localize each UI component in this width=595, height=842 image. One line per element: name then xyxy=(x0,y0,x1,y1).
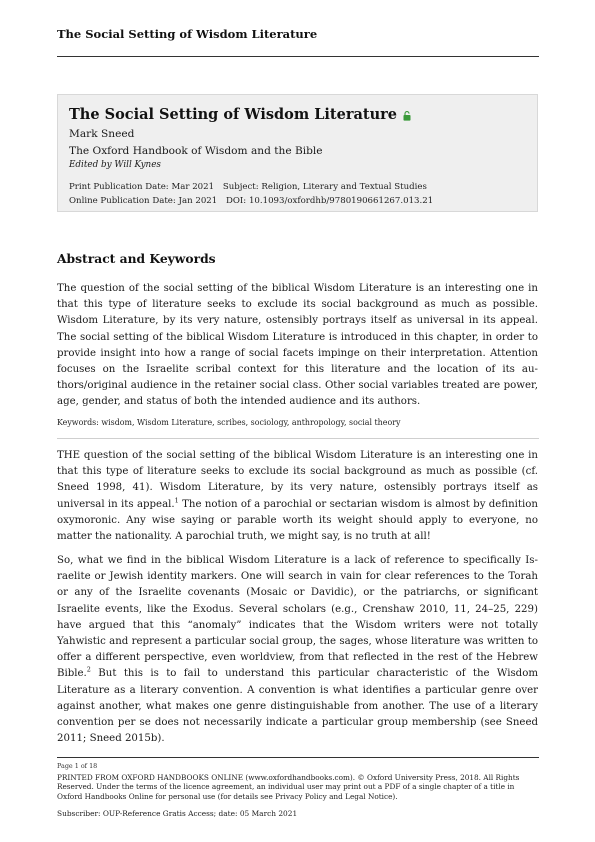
header-divider xyxy=(57,56,539,57)
book-editor: Edited by Will Kynes xyxy=(69,160,161,170)
paragraph-text: The notion of a parochial or sectarian wisdom is almost by definition oxymoronic. Any wise saying or parable worth its weight should apply to everyone, no matter the nationality. A parochial truth, we might say, is no truth at all! xyxy=(57,498,538,543)
abstract-text: The question of the social setting of the biblical Wisdom Literature is an interesting one in that this type of literature seeks to exclude its social background as much as possible. Wisdom Literature, by its very nature, ostensibly portrays itself as universal in its appeal. The social setting of the biblical Wisdom Literature is introduced in this chapter, in order to provide insight into how a range of social facets impinge on their interpretation. Attention focuses on the Israelite scribal context for this literature and the location of its authors/original audience in the retainer social class. Other social variables treated are power, age, gender, and status of both the intended audience and its authors. xyxy=(57,283,538,408)
chapter-metadata-box xyxy=(57,94,538,212)
chapter-author: Mark Sneed xyxy=(69,128,135,140)
body-paragraph xyxy=(57,448,538,545)
online-date-label: Online Publication Date: xyxy=(69,196,176,206)
keywords-divider xyxy=(57,438,539,439)
paragraph-text: But this is to fail to understand this particular characteristic of the Wisdom Literature as a literary convention. A convention is what identifies a particular genre over against another, what makes one genre distinguishable from another. The use of a literary convention per se does not necessarily indicate a particular group membership (see Sneed 2011; Sneed 2015b). xyxy=(57,668,538,745)
online-date: Jan 2021 xyxy=(178,196,218,206)
abstract-heading: Abstract and Keywords xyxy=(57,251,216,266)
print-publication-line xyxy=(69,182,526,192)
running-title: The Social Setting of Wisdom Literature xyxy=(57,27,318,41)
subject-label: Subject: xyxy=(222,182,259,192)
keywords-list: wisdom, Wisdom Literature, scribes, sociology, anthropology, social theory xyxy=(101,418,401,427)
keywords-label: Keywords: xyxy=(57,418,99,427)
body-paragraph xyxy=(57,553,538,747)
footnote-marker[interactable]: 2 xyxy=(86,666,91,675)
book-title: The Oxford Handbook of Wisdom and the Bible xyxy=(69,145,323,157)
subject: Religion, Literary and Textual Studies xyxy=(261,182,427,192)
copyright-notice: PRINTED FROM OXFORD HANDBOOKS ONLINE (www.oxfordhandbooks.com). © Oxford University Press, 2018. All Rights Reserved. Under the terms of the licence agreement, an individual user may print out a PDF of a single chapter of a title in Oxford Handbooks Online for personal use (for details see Privacy Policy and Legal Notice). xyxy=(57,773,520,801)
subscriber-line: Subscriber: OUP-Reference Gratis Access; date: 05 March 2021 xyxy=(57,809,298,818)
footer-divider xyxy=(57,757,539,758)
print-date: Mar 2021 xyxy=(171,182,215,192)
chapter-title-text: The Social Setting of Wisdom Literature xyxy=(69,106,397,123)
unlocked-access-icon xyxy=(403,108,411,118)
doi[interactable]: 10.1093/oxfordhb/9780190661267.013.21 xyxy=(248,196,434,206)
paragraph-text: So, what we find in the biblical Wisdom Literature is a lack of reference to specifically Israelite or Jewish identity markers. One will search in vain for clear references to the Torah or any of the Israelite covenants (Mosaic or Davidic), or the patriarchs, or significant Israelite events, like the Exodus. Several scholars (e.g., Crenshaw 2010, 11, 24–25, 229) have argued that this “anomaly” indicates that the Wisdom writers were not totally Yahwistic and represent a particular social group, the sages, whose literature was written to offer a different perspective, even worldview, from that reflected in the rest of the Hebrew Bible. xyxy=(57,555,538,680)
footnote-marker[interactable]: 1 xyxy=(174,496,179,505)
keywords-line xyxy=(57,418,538,427)
doi-label: DOI: xyxy=(225,196,247,206)
paragraph-text: THE question of the social setting of the biblical Wisdom Literature is an interesting one in that this type of literature seeks to exclude its social background as much as possible (cf. Sneed 1998, 41). Wisdom Literature, by its very nature, ostensibly portrays itself as universal in its appeal. xyxy=(57,450,538,510)
print-date-label: Print Publication Date: xyxy=(69,182,169,192)
page-number: Page 1 of 18 xyxy=(57,762,98,770)
chapter-title xyxy=(69,106,526,123)
online-publication-line xyxy=(69,196,526,206)
